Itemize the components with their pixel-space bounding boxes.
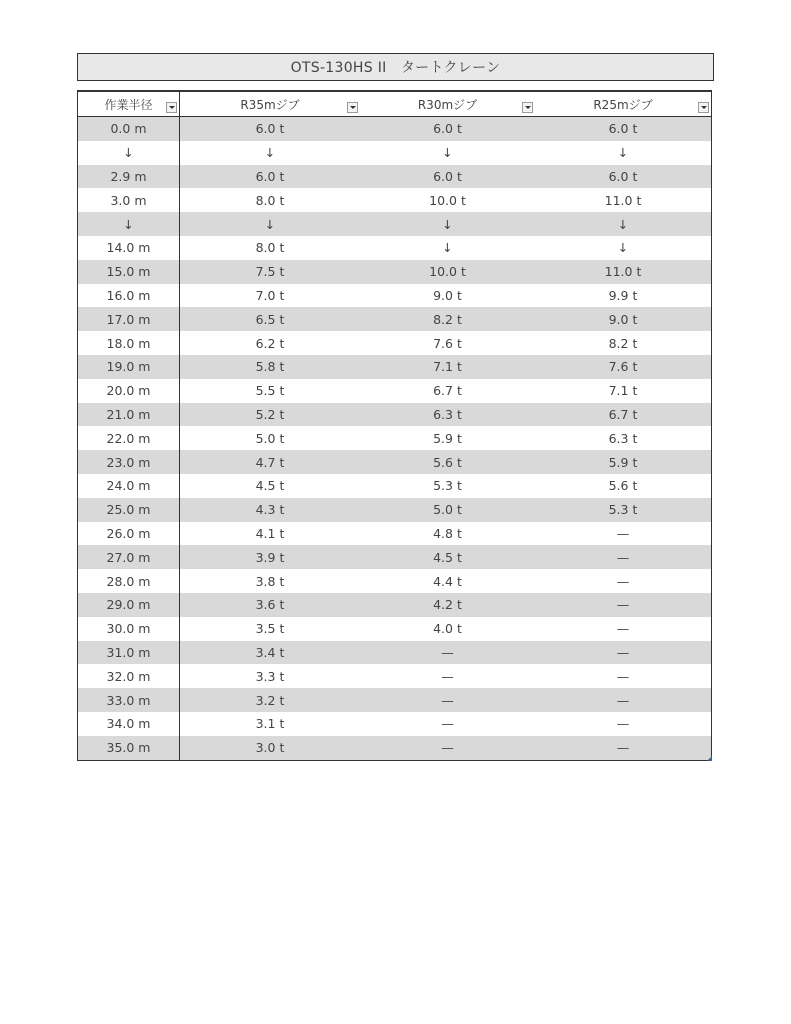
table-cell[interactable]: 18.0 m [78, 331, 180, 355]
table-cell[interactable]: 4.2 t [433, 597, 462, 613]
table-cell[interactable]: 3.0 t [255, 740, 285, 756]
table-cell[interactable]: 3.5 t [255, 621, 285, 637]
table-cell[interactable]: 26.0 m [78, 522, 180, 546]
table-cell[interactable]: ↓ [78, 141, 180, 165]
table-cell[interactable]: 9.0 t [608, 311, 638, 327]
table-cell[interactable]: 3.9 t [255, 549, 285, 565]
table-cell[interactable]: — [441, 716, 454, 732]
column-header-label: R30mジブ [417, 97, 478, 112]
table-cell[interactable]: 14.0 m [78, 236, 180, 260]
table-row [78, 736, 711, 760]
table-row [78, 641, 711, 665]
table-row [78, 593, 711, 617]
filter-dropdown-icon[interactable] [698, 102, 709, 113]
table-cell[interactable]: — [616, 692, 630, 708]
table-cell[interactable]: 5.3 t [433, 478, 462, 494]
table-cell[interactable]: 7.6 t [608, 359, 638, 375]
table-cell[interactable]: 4.7 t [255, 454, 285, 470]
table-row [78, 403, 711, 427]
table-cell[interactable]: 34.0 m [78, 712, 180, 736]
table-cell[interactable]: 4.4 t [433, 573, 462, 589]
table-cell[interactable]: — [616, 644, 630, 660]
table-cell[interactable]: ↓ [442, 145, 453, 161]
table-cell[interactable]: 7.0 t [255, 287, 285, 303]
table-row [78, 331, 711, 355]
table-title: OTS-130HS II タートクレーン [77, 53, 714, 81]
table-cell[interactable]: 6.0 t [608, 168, 638, 184]
table-cell[interactable]: 10.0 t [429, 264, 466, 280]
table-cell[interactable]: ↓ [617, 240, 629, 256]
table-cell[interactable]: 5.3 t [608, 502, 638, 518]
table-row [78, 236, 711, 260]
table-cell[interactable]: 6.5 t [255, 311, 285, 327]
table-cell[interactable]: 4.5 t [255, 478, 285, 494]
table-cell[interactable]: ↓ [442, 240, 453, 256]
table-cell[interactable]: 33.0 m [78, 688, 180, 712]
table-cell[interactable]: — [616, 716, 630, 732]
table-cell[interactable]: 10.0 t [429, 192, 466, 208]
table-cell[interactable]: 6.3 t [608, 430, 638, 446]
column-header-label: R25mジブ [593, 97, 653, 112]
column-header-r30[interactable] [360, 92, 535, 116]
table-cell[interactable]: — [441, 740, 454, 756]
header-row [78, 92, 711, 117]
table-cell[interactable]: — [616, 573, 630, 589]
table-cell[interactable]: — [441, 668, 454, 684]
column-header-label: R35mジブ [240, 97, 300, 112]
table-row [78, 188, 711, 212]
table-cell[interactable]: 15.0 m [78, 260, 180, 284]
table-cell[interactable]: 16.0 m [78, 284, 180, 308]
table-cell[interactable]: 3.4 t [255, 644, 285, 660]
table-cell[interactable]: 8.0 t [255, 240, 285, 256]
table-cell[interactable]: 8.2 t [608, 335, 638, 351]
table-cell[interactable]: 5.9 t [433, 430, 462, 446]
table-cell[interactable]: ↓ [617, 145, 629, 161]
table-cell[interactable]: 5.0 t [433, 502, 462, 518]
table-cell[interactable]: 7.6 t [433, 335, 462, 351]
table-cell[interactable]: 21.0 m [78, 403, 180, 427]
table-cell[interactable]: 7.5 t [255, 264, 285, 280]
table-cell[interactable]: — [441, 692, 454, 708]
table-cell[interactable]: 5.2 t [255, 406, 285, 422]
table-cell[interactable]: 2.9 m [78, 165, 180, 189]
table-cell[interactable]: — [616, 668, 630, 684]
table-cell[interactable]: 3.1 t [255, 716, 285, 732]
table-row [78, 355, 711, 379]
table-cell[interactable]: 11.0 t [604, 192, 642, 208]
table-cell[interactable]: ↓ [617, 216, 629, 232]
table-cell[interactable]: 6.3 t [433, 406, 462, 422]
table-row [78, 545, 711, 569]
table-cell[interactable]: 9.0 t [433, 287, 462, 303]
column-header-radius[interactable] [78, 92, 180, 116]
table-cell[interactable]: 3.0 m [78, 188, 180, 212]
table-cell[interactable]: 6.0 t [255, 121, 285, 137]
filter-dropdown-icon[interactable] [347, 102, 358, 113]
table-cell[interactable]: 6.7 t [433, 383, 462, 399]
table-cell[interactable]: 31.0 m [78, 641, 180, 665]
column-header-label: 作業半径 [104, 97, 153, 112]
table-cell[interactable]: 5.6 t [433, 454, 462, 470]
table-row [78, 712, 711, 736]
table-cell[interactable]: ↓ [78, 212, 180, 236]
table-row [78, 450, 711, 474]
table-cell[interactable]: 4.3 t [255, 502, 285, 518]
table-cell[interactable]: 8.2 t [433, 311, 462, 327]
table-cell[interactable]: ↓ [264, 145, 276, 161]
table-row [78, 284, 711, 308]
table-cell[interactable]: 19.0 m [78, 355, 180, 379]
table-cell[interactable]: 6.0 t [608, 121, 638, 137]
table-cell[interactable]: 6.0 t [433, 121, 462, 137]
table-cell[interactable]: 5.6 t [608, 478, 638, 494]
load-chart-table [77, 90, 712, 761]
table-cell[interactable]: 24.0 m [78, 474, 180, 498]
table-row [78, 664, 711, 688]
table-resize-handle-icon[interactable] [707, 756, 712, 761]
table-cell[interactable]: 35.0 m [78, 736, 180, 760]
table-row [78, 212, 711, 236]
table-cell[interactable]: 25.0 m [78, 498, 180, 522]
table-cell[interactable]: 6.0 t [433, 168, 462, 184]
table-row [78, 688, 711, 712]
table-row [78, 426, 711, 450]
table-cell[interactable]: 5.8 t [255, 359, 285, 375]
table-cell[interactable]: 3.8 t [255, 573, 285, 589]
table-row [78, 141, 711, 165]
table-cell[interactable]: 23.0 m [78, 450, 180, 474]
table-cell[interactable]: 5.0 t [255, 430, 285, 446]
table-cell[interactable]: 4.8 t [433, 525, 462, 541]
table-row [78, 569, 711, 593]
table-cell[interactable]: 3.2 t [255, 692, 285, 708]
table-cell[interactable]: 3.6 t [255, 597, 285, 613]
table-cell[interactable]: ↓ [442, 216, 453, 232]
table-cell[interactable]: 6.2 t [255, 335, 285, 351]
table-cell[interactable]: — [441, 644, 454, 660]
table-cell[interactable]: 7.1 t [433, 359, 462, 375]
table-row [78, 260, 711, 284]
table-row [78, 617, 711, 641]
filter-dropdown-icon[interactable] [522, 102, 533, 113]
table-row [78, 498, 711, 522]
filter-dropdown-icon[interactable] [166, 102, 177, 113]
table-cell[interactable]: 22.0 m [78, 426, 180, 450]
table-cell[interactable]: 27.0 m [78, 545, 180, 569]
table-row [78, 307, 711, 331]
column-header-r25[interactable] [535, 92, 711, 116]
table-row [78, 117, 711, 141]
table-cell[interactable]: 4.5 t [433, 549, 462, 565]
table-cell[interactable]: — [616, 621, 630, 637]
table-cell[interactable]: 20.0 m [78, 379, 180, 403]
table-row [78, 474, 711, 498]
table-cell[interactable]: — [616, 549, 630, 565]
table-body [78, 117, 711, 760]
table-cell[interactable]: 4.0 t [433, 621, 462, 637]
table-cell[interactable]: 3.3 t [255, 668, 285, 684]
table-cell[interactable]: 4.1 t [255, 525, 285, 541]
table-cell[interactable]: 30.0 m [78, 617, 180, 641]
table-cell[interactable]: 9.9 t [608, 287, 638, 303]
table-cell[interactable]: 6.7 t [608, 406, 638, 422]
table-row [78, 165, 711, 189]
table-cell[interactable]: 5.9 t [608, 454, 638, 470]
table-cell[interactable]: — [616, 525, 630, 541]
table-cell[interactable]: 11.0 t [604, 264, 642, 280]
table-cell[interactable]: 7.1 t [608, 383, 638, 399]
table-cell[interactable]: — [616, 597, 630, 613]
table-cell[interactable]: 0.0 m [78, 117, 180, 141]
table-cell[interactable]: 8.0 t [255, 192, 285, 208]
table-cell[interactable]: ↓ [264, 216, 276, 232]
table-cell[interactable]: 32.0 m [78, 664, 180, 688]
table-row [78, 379, 711, 403]
table-cell[interactable]: 28.0 m [78, 569, 180, 593]
column-header-r35[interactable] [180, 92, 360, 116]
table-cell[interactable]: 6.0 t [255, 168, 285, 184]
table-cell[interactable]: — [616, 740, 630, 756]
table-row [78, 522, 711, 546]
table-cell[interactable]: 29.0 m [78, 593, 180, 617]
table-cell[interactable]: 17.0 m [78, 307, 180, 331]
table-cell[interactable]: 5.5 t [255, 383, 285, 399]
